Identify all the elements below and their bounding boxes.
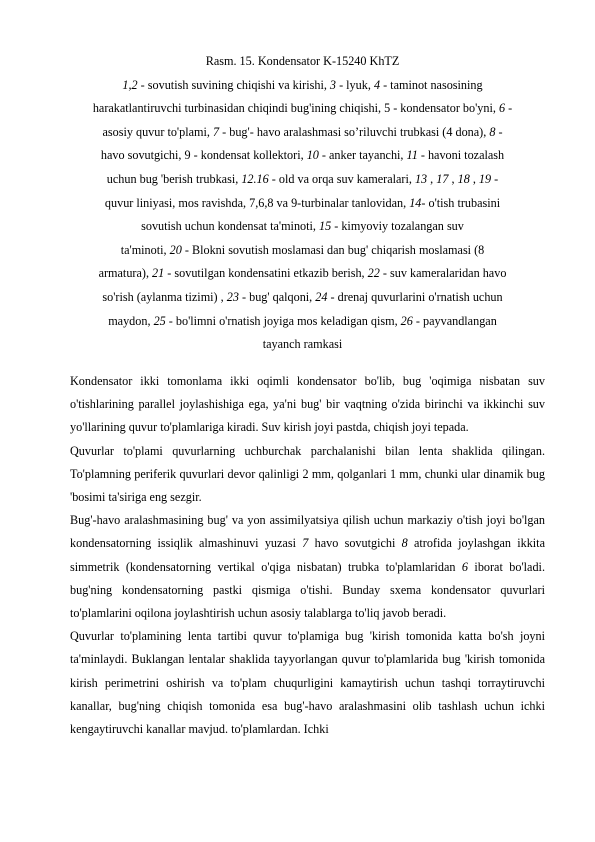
paragraph: Quvurlar to'plami quvurlarning uchburchak parchalanishi bilan lenta shaklida qilingan. To'plamning periferik quvurlari devor qalinligi 2 mm, qolganlari 1 mm, chunki ular dinamik bug 'bosimi ta'siriga eng sezgir. (70, 443, 545, 505)
caption-number: 13 (414, 171, 428, 186)
caption-text: - old va orqa suv kameralari, (268, 171, 415, 186)
caption-text: quvur liniyasi, mos ravishda, 7,6,8 va 9-turbinalar tanlovidan, (104, 195, 410, 210)
caption-number: 14 (409, 195, 422, 210)
caption-number: 22 (367, 266, 380, 281)
caption-text: - (491, 171, 499, 186)
caption-number: 21 (152, 266, 165, 281)
caption-text: - bug'- havo aralashmasi so’riluvchi trubkasi (4 dona), (219, 124, 490, 139)
caption-text: so'rish (aylanma tizimi) , (102, 289, 227, 304)
caption-number: 3 (329, 77, 337, 92)
caption-text: , (469, 171, 479, 186)
caption-line (60, 168, 545, 192)
caption-line (60, 262, 545, 286)
caption-text: - drenaj quvurlarini o'rnatish uchun (327, 289, 503, 304)
figure-caption (60, 50, 545, 357)
caption-text: , (427, 171, 437, 186)
caption-text: tayanch ramkasi (262, 337, 343, 352)
caption-text: - kimyoviy tozalangan suv (331, 219, 464, 234)
caption-title (60, 50, 545, 74)
caption-line (60, 286, 545, 310)
caption-line (60, 144, 545, 168)
caption-text: armatura), (98, 266, 153, 281)
paragraph-text: havo sovutgichi (308, 536, 402, 551)
paragraph-text: atrofida joylashgan ikkita simmetrik (kondensatorning vertikal o'qiga nisbatan) trubka to'plamlaridan (70, 536, 545, 574)
caption-text: - lyuk, (336, 77, 374, 92)
ref-number: 7 (302, 536, 309, 551)
caption-text: - havoni tozalash (417, 148, 505, 163)
caption-text: - sovutilgan kondensatini etkazib berish, (164, 266, 368, 281)
ref-number: 8 (401, 536, 408, 551)
caption-number: 4 (373, 77, 381, 92)
caption-number: 12.16 (241, 171, 269, 186)
caption-number: 10 (306, 148, 319, 163)
caption-line (60, 215, 545, 239)
caption-number: 24 (315, 289, 328, 304)
caption-text: - sovutish suvining chiqishi va kirishi, (137, 77, 330, 92)
caption-text: uchun bug 'berish trubkasi, (106, 171, 242, 186)
caption-number: 19 (478, 171, 492, 186)
caption-text: maydon, (108, 313, 154, 328)
caption-number: 11 (406, 148, 418, 163)
caption-text: - taminot nasosining (380, 77, 483, 92)
caption-number: 26 (400, 313, 413, 328)
caption-text: - bug' qalqoni, (238, 289, 316, 304)
caption-text: , (448, 171, 458, 186)
caption-number: 8 (489, 124, 496, 139)
caption-text: - Blokni sovutish moslamasi dan bug' chiqarish moslamasi (8 (181, 242, 485, 257)
caption-number: 17 (436, 171, 449, 186)
caption-text: - anker tayanchi, (318, 148, 407, 163)
paragraph: Quvurlar to'plamining lenta tartibi quvur to'plamiga bug 'kirish tomonida katta bo'sh joyni ta'minlaydi. Buklangan lentalar shaklida tayyorlangan quvur to'plamlarida bug 'kirish tomonida kirish perimetrini oshirish va to'plam chuqurligini kamaytirish uchun tashqi torraytiruvchi kanallar, bug'ning chiqish tomonida esa bug'-havo aralashmasini olib tashlash uchun ichki kengaytiruvchi kanallar mavjud. to'plamlardan. Ichki (70, 629, 545, 737)
caption-text: ta'minoti, (120, 242, 170, 257)
paragraph: Kondensator ikki tomonlama ikki oqimli kondensator bo'lib, bug 'oqimiga nisbatan suv o'tishlarining parallel joylashishiga ega, ya'ni bug' bir vaqtning o'zida birinchi va ikkinchi suv yo'llarining quvur to'plamlariga kiradi. Suv kirish joyi pastda, chiqish joyi tepada. (70, 374, 545, 435)
caption-title-text: Rasm. 15. Kondensator K-15240 KhTZ (205, 54, 400, 68)
caption-number: 15 (319, 219, 332, 234)
caption-text: - (505, 101, 513, 116)
caption-number: 25 (153, 313, 166, 328)
caption-text: havo sovutgichi, 9 - kondensat kollektori, (100, 148, 307, 163)
caption-text: - suv kameralaridan havo (379, 266, 507, 281)
caption-line (60, 310, 545, 334)
caption-line (60, 121, 545, 145)
caption-line (60, 74, 545, 98)
caption-number: 1,2 (122, 77, 138, 92)
paragraph-text: Bug'-havo aralashmasining bug' va yon assimilyatsiya qilish uchun markaziy o'tish joyi bo'lgan kondensatorning issiqlik almashinuvi yuzasi (70, 513, 545, 551)
body-text (70, 370, 545, 741)
caption-text: - bo'limni o'rnatish joyiga mos keladigan qism, (165, 313, 401, 328)
caption-line (60, 97, 545, 121)
caption-number: 23 (226, 289, 239, 304)
caption-number: 18 (457, 171, 470, 186)
caption-text: asosiy quvur to'plami, (102, 124, 213, 139)
caption-number: 20 (169, 242, 182, 257)
caption-line (60, 192, 545, 216)
ref-number: 6 (461, 559, 468, 574)
caption-number: 6 (498, 101, 506, 116)
caption-line (60, 333, 545, 357)
caption-text: - payvandlangan (412, 313, 497, 328)
caption-text: harakatlantiruvchi turbinasidan chiqindi bug'ining chiqishi, 5 - kondensator bo'yni, (92, 101, 499, 116)
caption-number: 7 (212, 124, 220, 139)
paragraph-text: iborat bo'ladi. bug'ning kondensatorning pastki qismiga o'tishi. Bunday sxema kondensator quvurlari to'plamlarini oqilona joylashtirish uchun asosiy talablarga to'liq javob beradi. (70, 559, 545, 621)
caption-text: - (495, 124, 503, 139)
caption-text: sovutish uchun kondensat ta'minoti, (141, 219, 319, 234)
paragraph (70, 509, 545, 625)
caption-text: - o'tish trubasini (421, 195, 501, 210)
caption-line (60, 239, 545, 263)
